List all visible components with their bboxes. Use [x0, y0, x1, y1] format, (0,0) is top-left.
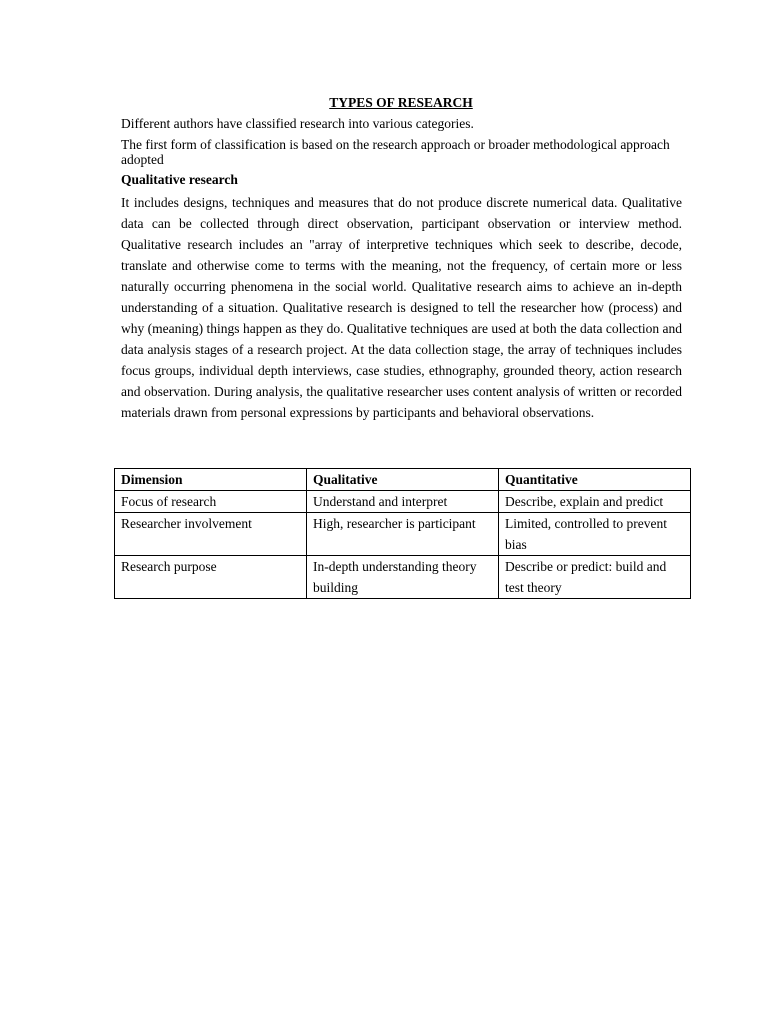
section-heading: Qualitative research — [121, 172, 238, 187]
comparison-table — [114, 468, 691, 599]
table-cell: Understand and interpret — [307, 491, 499, 513]
header-quantitative: Quantitative — [499, 469, 691, 491]
intro-paragraph-1: Different authors have classified research into various categories. — [121, 116, 474, 131]
table-header-row — [115, 469, 691, 491]
table-cell: Researcher involvement — [115, 513, 307, 556]
table-cell: Describe, explain and predict — [499, 491, 691, 513]
table-row — [115, 491, 691, 513]
table-cell: High, researcher is participant — [307, 513, 499, 556]
table-cell: Focus of research — [115, 491, 307, 513]
header-qualitative: Qualitative — [307, 469, 499, 491]
table-cell: Limited, controlled to prevent bias — [499, 513, 691, 556]
intro-paragraph-2: The first form of classification is based on the research approach or broader methodological approach adopted — [121, 137, 670, 167]
table-cell: Describe or predict: build and test theory — [499, 556, 691, 599]
table-row — [115, 513, 691, 556]
body-paragraph: It includes designs, techniques and measures that do not produce discrete numerical data. Qualitative data can be collected through direct observation, participant observation or interview method. Qualitative research includes an "array of interpretive techniques which seek to describe, decode, translate and otherwise come to terms with the meaning, not the frequency, of certain more or less naturally occurring phenomena in the social world. Qualitative research aims to achieve an in-depth understanding of a situation. Qualitative research is designed to tell the researcher how (process) and why (meaning) things happen as they do. Qualitative techniques are used at both the data collection and data analysis stages of a research project. At the data collection stage, the array of techniques includes focus groups, individual depth interviews, case studies, ethnography, grounded theory, action research and observation. During analysis, the qualitative researcher uses content analysis of written or recorded materials drawn from personal expressions by participants and behavioral observations. — [121, 195, 682, 420]
header-dimension: Dimension — [115, 469, 307, 491]
table-cell: In-depth understanding theory building — [307, 556, 499, 599]
page-title: TYPES OF RESEARCH — [329, 95, 473, 110]
table-row — [115, 556, 691, 599]
table-cell: Research purpose — [115, 556, 307, 599]
